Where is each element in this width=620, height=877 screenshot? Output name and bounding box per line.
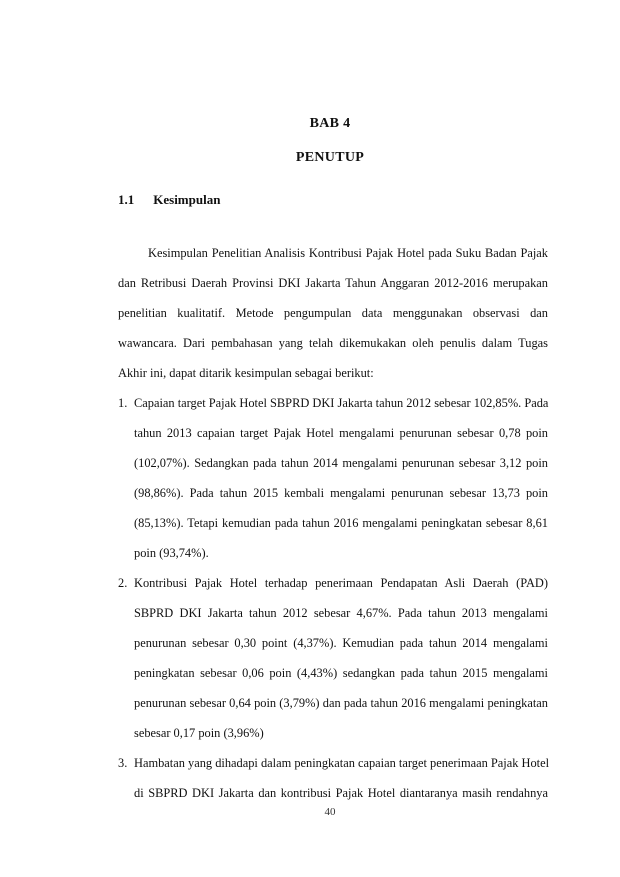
list-item-number: 1. [118, 396, 128, 410]
page-number: 40 [324, 806, 336, 818]
list-item-line: penurunan sebesar 0,64 poin (3,79%) dan pada tahun 2016 mengalami peningkatan [134, 696, 548, 710]
list-item-number: 2. [118, 576, 128, 590]
paragraph-line: dan Retribusi Daerah Provinsi DKI Jakarta Tahun Anggaran 2012-2016 merupakan [118, 276, 548, 290]
list-item-line: Hambatan yang dihadapi dalam peningkatan capaian target penerimaan Pajak Hotel [134, 756, 550, 770]
chapter-title: PENUTUP [295, 150, 365, 165]
list-item-number: 3. [118, 756, 128, 770]
list-item-line: (98,86%). Pada tahun 2015 kembali mengalami penurunan sebesar 13,73 poin [134, 486, 548, 500]
section-title: Kesimpulan [153, 192, 221, 207]
paragraph-line: Akhir ini, dapat ditarik kesimpulan sebagai berikut: [118, 366, 374, 380]
list-item-line: (102,07%). Sedangkan pada tahun 2014 mengalami penurunan sebesar 3,12 poin [134, 456, 548, 470]
paragraph-line: wawancara. Dari pembahasan yang telah dikemukakan oleh penulis dalam Tugas [118, 336, 548, 350]
paragraph-line: Kesimpulan Penelitian Analisis Kontribusi Pajak Hotel pada Suku Badan Pajak [148, 246, 548, 260]
list-item-line: tahun 2013 capaian target Pajak Hotel mengalami penurunan sebesar 0,78 poin [134, 426, 548, 440]
list-item-line: SBPRD DKI Jakarta tahun 2012 sebesar 4,67%. Pada tahun 2013 mengalami [134, 606, 548, 620]
list-item-line: poin (93,74%). [134, 546, 209, 560]
paragraph-line: penelitian kualitatif. Metode pengumpulan data menggunakan observasi dan [118, 306, 548, 320]
list-item-line: penurunan sebesar 0,30 point (4,37%). Kemudian pada tahun 2014 mengalami [134, 636, 548, 650]
list-item-line: sebesar 0,17 poin (3,96%) [134, 726, 264, 740]
list-item-line: (85,13%). Tetapi kemudian pada tahun 2016 mengalami peningkatan sebesar 8,61 [134, 516, 548, 530]
list-item-line: Kontribusi Pajak Hotel terhadap penerimaan Pendapatan Asli Daerah (PAD) [134, 576, 548, 590]
section-number: 1.1 [118, 192, 135, 207]
section-heading [118, 192, 220, 208]
list-item-line: peningkatan sebesar 0,06 poin (4,43%) sedangkan pada tahun 2015 mengalami [134, 666, 548, 680]
list-item-line: Capaian target Pajak Hotel SBPRD DKI Jakarta tahun 2012 sebesar 102,85%. Pada [134, 396, 549, 410]
list-item-line: di SBPRD DKI Jakarta dan kontribusi Pajak Hotel diantaranya masih rendahnya [134, 786, 548, 800]
chapter-heading: BAB 4 [309, 116, 351, 131]
